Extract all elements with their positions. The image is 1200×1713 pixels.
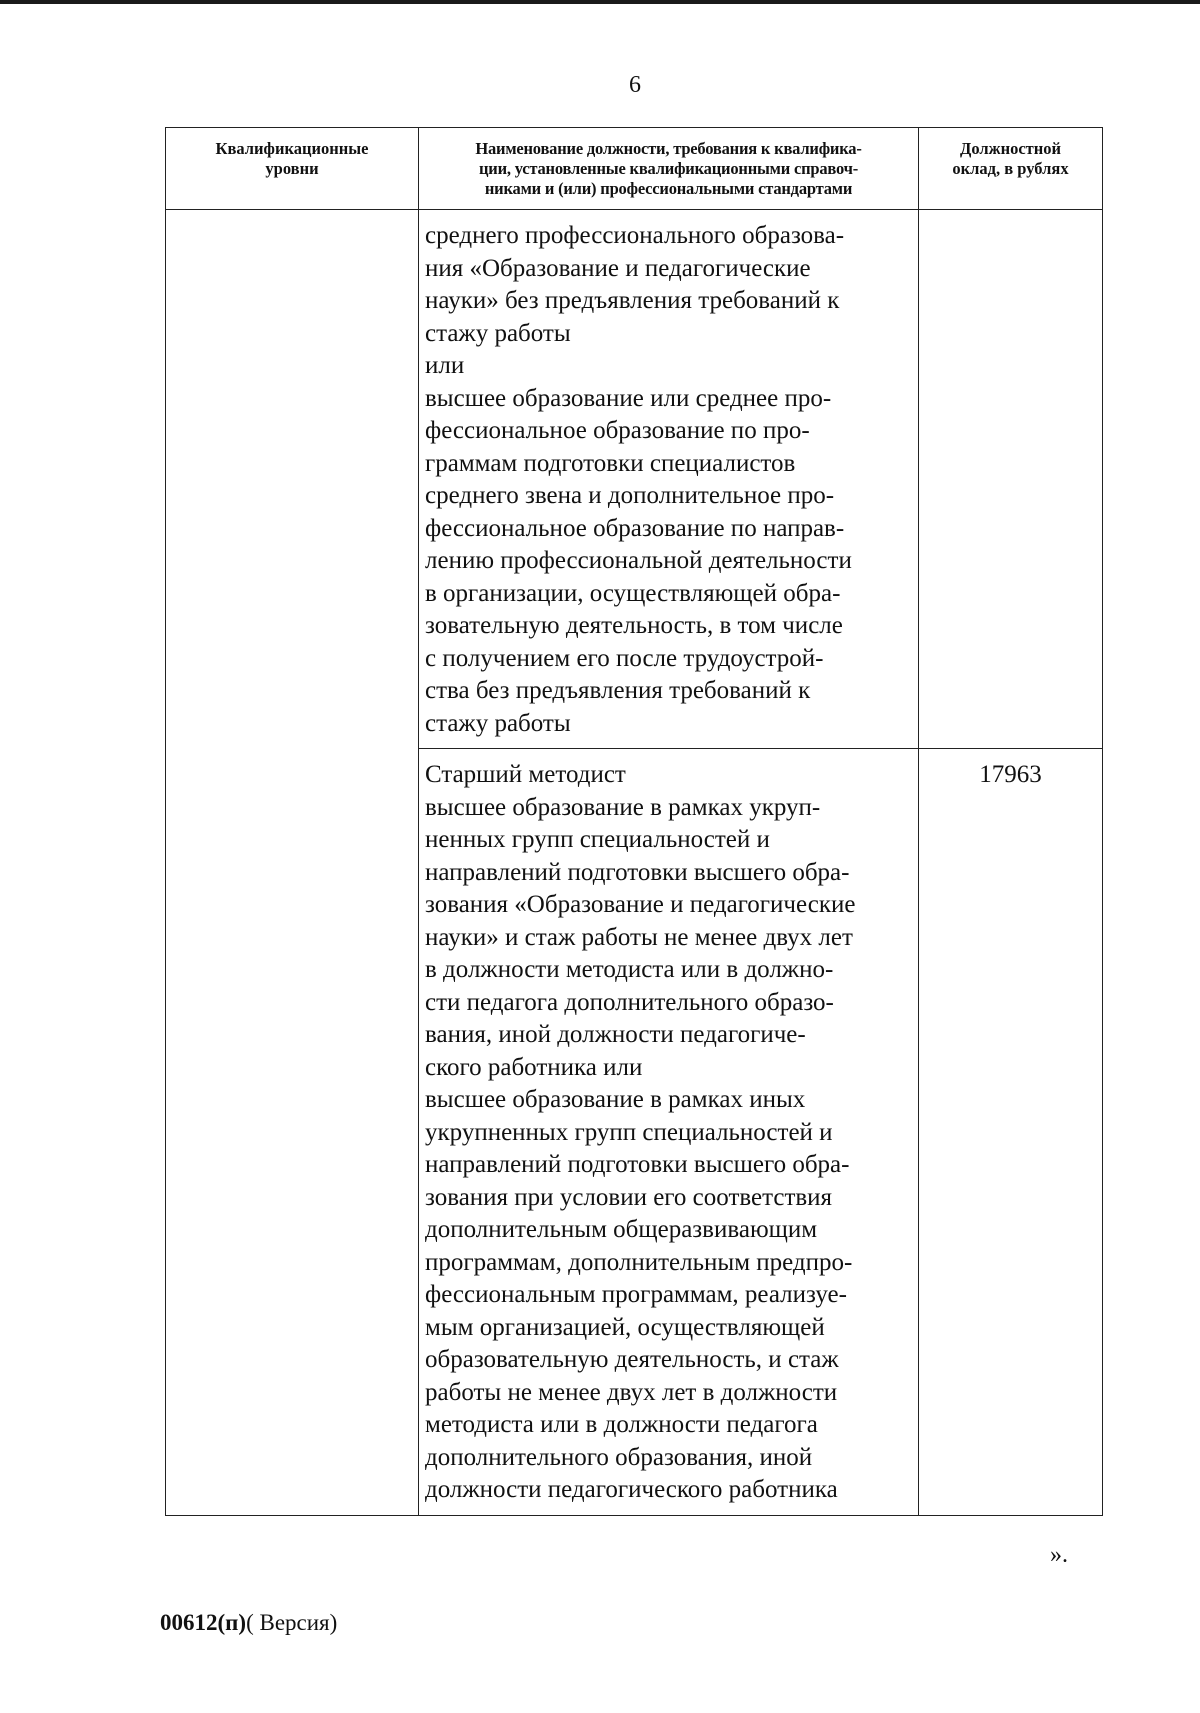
text-line: в организации, осуществляющей обра- xyxy=(425,579,841,607)
header-levels xyxy=(166,128,419,210)
text-line: высшее образование в рамках иных xyxy=(425,1086,806,1113)
text-line: ства без предъявления требований к xyxy=(425,677,811,704)
text-line: зования «Образование и педагогические xyxy=(425,891,856,918)
document-version: ( Версия) xyxy=(246,1610,338,1635)
salary-cell xyxy=(919,210,1103,749)
header-line: оклад, в рублях xyxy=(952,159,1069,178)
document-code: 00612(п) xyxy=(160,1610,247,1635)
text-line: стажу работы xyxy=(425,319,571,347)
text-line: или xyxy=(425,352,465,379)
requirements-cell xyxy=(419,210,919,749)
header-line: ции, установленные квалификационными справоч- xyxy=(478,159,859,178)
requirements-cell xyxy=(419,749,919,1516)
qualification-table xyxy=(165,127,1103,1516)
header-line: Должностной xyxy=(959,139,1062,158)
text-line: вания, иной должности педагогиче- xyxy=(425,1021,806,1048)
text-line: мым организацией, осуществляющей xyxy=(425,1313,825,1341)
document-footer-code xyxy=(160,1610,337,1636)
text-line: ния «Образование и педагогические xyxy=(425,254,811,282)
text-line: направлений подготовки высшего обра- xyxy=(425,1151,850,1178)
text-line: высшее образование или среднее про- xyxy=(425,384,832,412)
text-line: среднего звена и дополнительное про- xyxy=(425,482,835,509)
text-line: ского работника или xyxy=(425,1053,643,1081)
header-line: Квалификационные xyxy=(215,139,369,158)
text-line: с получением его после трудоустрой- xyxy=(425,644,824,672)
header-position xyxy=(419,128,919,210)
text-line: зования при условии его соответствия xyxy=(425,1183,833,1211)
table-header-row xyxy=(166,128,1103,210)
header-line: Наименование должности, требования к квалифика- xyxy=(475,139,862,158)
text-line: должности педагогического работника xyxy=(425,1476,838,1503)
scan-top-edge xyxy=(0,0,1200,4)
salary-cell: 17963 xyxy=(919,749,1103,1516)
text-line: среднего профессионального образова- xyxy=(425,222,845,249)
page-number: 6 xyxy=(629,72,641,98)
text-line: программам, дополнительным предпро- xyxy=(425,1248,853,1276)
text-line: укрупненных групп специальностей и xyxy=(425,1118,833,1146)
text-line: сти педагога дополнительного образо- xyxy=(425,988,834,1016)
text-line: ненных групп специальностей и xyxy=(425,826,770,853)
text-line: в должности методиста или в должно- xyxy=(425,956,834,983)
text-line: науки» и стаж работы не менее двух лет xyxy=(425,923,853,951)
header-line: уровни xyxy=(265,159,319,178)
text-line: направлений подготовки высшего обра- xyxy=(425,858,850,886)
text-line: стажу работы xyxy=(425,709,571,737)
level-cell xyxy=(166,210,419,1516)
text-line: науки» без предъявления требований к xyxy=(425,287,840,314)
text-line: фессиональным программам, реализуе- xyxy=(425,1281,847,1308)
text-line: дополнительного образования, иной xyxy=(425,1443,813,1471)
text-line: работы не менее двух лет в должности xyxy=(425,1378,838,1406)
text-line: граммам подготовки специалистов xyxy=(425,449,796,477)
text-line: зовательную деятельность, в том числе xyxy=(425,612,843,639)
header-line: никами и (или) профессиональными стандартами xyxy=(484,179,853,198)
closing-quote-mark: ». xyxy=(1050,1542,1068,1568)
text-line: образовательную деятельность, и стаж xyxy=(425,1346,839,1373)
text-line: фессиональное образование по направ- xyxy=(425,514,845,542)
text-line: фессиональное образование по про- xyxy=(425,417,810,444)
position-title: Старший методист xyxy=(425,761,626,788)
text-line: методиста или в должности педагога xyxy=(425,1411,818,1438)
table-row xyxy=(166,210,1103,749)
header-salary xyxy=(919,128,1103,210)
text-line: дополнительным общеразвивающим xyxy=(425,1216,818,1243)
text-line: лению профессиональной деятельности xyxy=(425,547,852,574)
text-line: высшее образование в рамках укруп- xyxy=(425,793,821,821)
